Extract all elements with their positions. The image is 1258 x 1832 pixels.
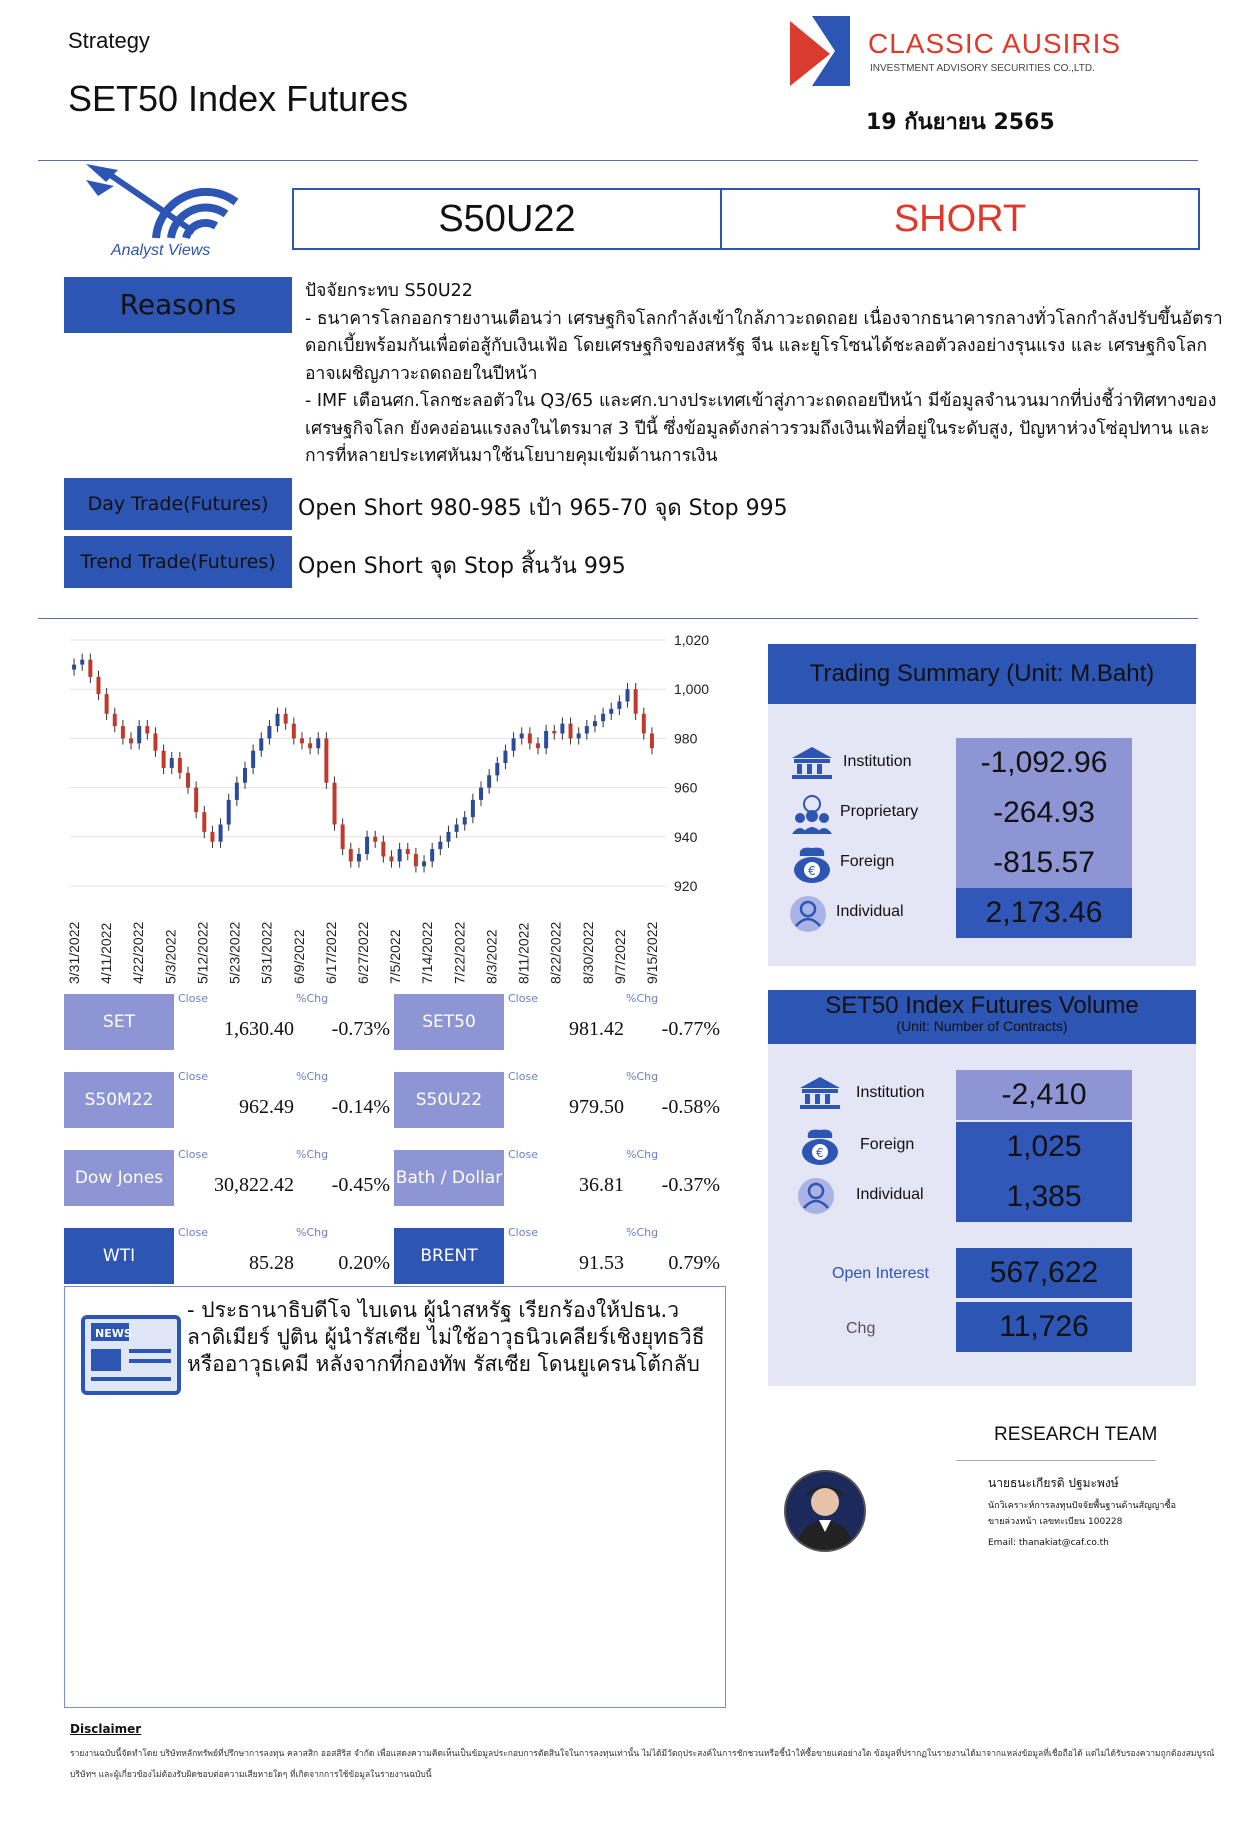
index-chg: -0.77% <box>661 1018 720 1040</box>
disclaimer-label: Disclaimer <box>70 1722 142 1736</box>
y-tick-label: 1,020 <box>674 632 710 648</box>
volume-label: Institution <box>856 1084 925 1101</box>
research-divider <box>956 1460 1156 1461</box>
signal-position: SHORT <box>893 198 1027 240</box>
index-name: BRENT <box>394 1228 504 1284</box>
volume-subtitle: (Unit: Number of Contracts) <box>896 1018 1068 1034</box>
chg-caption: %Chg <box>626 1148 659 1161</box>
candle-body <box>162 751 166 768</box>
oi-chg-label: Chg <box>846 1320 876 1337</box>
candle-body <box>308 743 312 748</box>
reasons-body <box>305 278 1223 471</box>
candle-body <box>276 714 280 726</box>
individual-icon <box>796 1176 836 1216</box>
company-logo <box>790 16 1170 86</box>
index-chg: -0.45% <box>331 1174 390 1196</box>
row-icon <box>796 1126 844 1170</box>
header-divider <box>38 160 1198 161</box>
reasons-label: Reasons <box>64 277 292 333</box>
candle-body <box>153 733 157 750</box>
index-name: Dow Jones <box>64 1150 174 1206</box>
y-tick-label: 920 <box>674 878 698 894</box>
candle-body <box>609 709 613 714</box>
index-card <box>394 994 724 1050</box>
index-close: 979.50 <box>569 1096 624 1118</box>
reasons-heading: ปัจจัยกระทบ S50U22 <box>305 281 473 301</box>
candle-body <box>585 726 589 733</box>
y-tick-label: 960 <box>674 779 698 796</box>
oi-chg-value: 11,726 <box>956 1302 1132 1352</box>
volume-label: Foreign <box>860 1136 915 1153</box>
chg-caption: %Chg <box>626 1226 659 1239</box>
index-close: 36.81 <box>579 1174 624 1196</box>
candle-body <box>341 825 345 850</box>
row-icon <box>788 894 828 938</box>
candle-body <box>178 758 182 773</box>
reasons-point-1: - ธนาคารโลกออกรายงานเตือนว่า เศรษฐกิจโลกกำลังเข้าใกล้ภาวะถดถอย เนื่องจากธนาคารกลางทั่วโลกกำลังปรับขึ้นอัตราดอกเบี้ยพร้อมกันเพื่อต่อสู้กับเงินเฟ้อ โดยเศรษฐกิจของสหรัฐ จีน และยูโรโซนได้ชะลอตัวลงอย่างรุนแรง และ เศรษฐกิจโลก อาจเผชิญภาวะถดถอยในปีหน้า <box>305 308 1223 384</box>
x-tick-label: 5/31/2022 <box>258 921 275 984</box>
x-tick-label: 3/31/2022 <box>66 921 82 984</box>
index-close: 1,630.40 <box>224 1018 294 1040</box>
index-name: S50M22 <box>64 1072 174 1128</box>
candle-body <box>333 783 337 825</box>
candle-body <box>357 854 361 861</box>
candle-body <box>267 726 271 738</box>
individual-icon <box>788 894 828 934</box>
y-tick-label: 980 <box>674 730 698 747</box>
candle-body <box>471 800 475 817</box>
x-tick-label: 9/7/2022 <box>611 929 628 984</box>
analyst-photo-icon <box>786 1472 864 1550</box>
section-label: Strategy <box>68 28 150 53</box>
foreign-money-icon <box>796 1126 844 1166</box>
x-tick-label: 5/23/2022 <box>226 921 243 984</box>
x-tick-label: 5/12/2022 <box>194 921 211 984</box>
candle-body <box>414 854 418 866</box>
index-close: 962.49 <box>239 1096 294 1118</box>
index-card <box>64 1072 394 1128</box>
candle-body <box>145 726 149 733</box>
candle-body <box>251 751 255 768</box>
index-chg: 0.20% <box>338 1252 390 1274</box>
candle-body <box>634 689 638 714</box>
volume-title-bar <box>768 990 1196 1044</box>
proprietary-icon <box>788 794 836 834</box>
trading-summary-title: Trading Summary (Unit: M.Baht) <box>768 644 1196 704</box>
summary-label: Individual <box>836 903 904 920</box>
summary-value: -1,092.96 <box>956 738 1132 788</box>
analyst-views-label: Analyst Views <box>111 242 211 259</box>
x-tick-label: 6/27/2022 <box>355 921 371 984</box>
brand-subtitle: INVESTMENT ADVISORY SECURITIES CO.,LTD. <box>870 63 1095 74</box>
signal-symbol: S50U22 <box>294 190 722 248</box>
summary-value: -264.93 <box>956 788 1132 838</box>
trend-trade-text: Open Short จุด Stop สิ้นวัน 995 <box>298 554 626 579</box>
close-caption: Close <box>178 992 208 1005</box>
close-caption: Close <box>178 1148 208 1161</box>
index-name: SET <box>64 994 174 1050</box>
candle-body <box>105 694 109 714</box>
index-chg: 0.79% <box>668 1252 720 1274</box>
x-tick-label: 4/22/2022 <box>130 921 147 984</box>
x-tick-label: 7/14/2022 <box>419 921 436 984</box>
candle-body <box>593 721 597 726</box>
index-chg: -0.73% <box>331 1018 390 1040</box>
target-icon <box>76 162 246 252</box>
row-icon <box>796 1074 844 1114</box>
candle-body <box>438 842 442 849</box>
candle-body <box>560 724 564 734</box>
x-tick-label: 8/11/2022 <box>515 922 532 984</box>
disclaimer-text: รายงานฉบับนี้จัดทำโดย บริษัทหลักทรัพย์ที่ปรึกษาการลงทุน คลาสสิก ออสสิริส จำกัด เพื่อแสดงความคิดเห็นเป็นข้อมูลประกอบการตัดสินใจในการลงทุนเท่านั้น ไม่ได้มีวัตถุประสงค์ในการชักชวนหรือชี้นำให้ซื้อขายแต่อย่างใด ข้อมูลที่ปรากฏในรายงานได้มาจากแหล่งข้อมูลที่เชื่อถือได้ แต่ไม่ได้รับรองความถูกต้องสมบูรณ์ บริษัทฯ และผู้เกี่ยวข้องไม่ต้องรับผิดชอบต่อความเสียหายใดๆ ที่เกิดจากการใช้ข้อมูลในรายงานฉบับนี้ <box>70 1749 1215 1780</box>
institution-icon <box>796 1074 844 1110</box>
candle-body <box>316 738 320 748</box>
open-interest-value: 567,622 <box>956 1248 1132 1298</box>
x-tick-label: 9/15/2022 <box>644 921 660 984</box>
volume-value: 1,385 <box>956 1172 1132 1222</box>
x-tick-label: 4/11/2022 <box>98 922 115 984</box>
candle-body <box>300 738 304 743</box>
candle-body <box>487 775 491 787</box>
chg-caption: %Chg <box>296 1070 329 1083</box>
close-caption: Close <box>178 1070 208 1083</box>
candle-body <box>243 768 247 783</box>
candle-body <box>292 724 296 739</box>
candle-body <box>455 825 459 832</box>
volume-value: 1,025 <box>956 1122 1132 1172</box>
x-tick-label: 7/5/2022 <box>387 929 404 984</box>
news-icon-label: NEWS <box>95 1327 132 1340</box>
x-tick-label: 8/22/2022 <box>547 921 564 984</box>
close-caption: Close <box>508 1070 538 1083</box>
research-team-title: RESEARCH TEAM <box>994 1424 1158 1445</box>
volume-label: Individual <box>856 1186 924 1203</box>
summary-label: Institution <box>843 753 912 770</box>
candle-body <box>479 788 483 800</box>
candle-body <box>626 689 630 701</box>
candle-body <box>186 773 190 788</box>
candle-body <box>617 702 621 709</box>
candle-body <box>373 837 377 842</box>
index-name: SET50 <box>394 994 504 1050</box>
candle-body <box>365 837 369 854</box>
index-name: S50U22 <box>394 1072 504 1128</box>
candle-body <box>642 714 646 734</box>
set50-candlestick-chart <box>60 628 760 988</box>
index-card <box>64 994 394 1050</box>
row-icon <box>788 844 836 888</box>
candle-body <box>121 726 125 738</box>
candle-body <box>284 714 288 724</box>
news-box <box>64 1286 726 1708</box>
analyst-name: นายธนะเกียรติ ปฐมะพงษ์ <box>988 1476 1119 1490</box>
x-tick-label: 7/22/2022 <box>451 921 468 984</box>
open-interest-label: Open Interest <box>832 1265 929 1282</box>
index-close: 30,822.42 <box>214 1174 294 1196</box>
candle-body <box>219 825 223 842</box>
candle-body <box>210 832 214 842</box>
news-text: - ประธานาธิบดีโจ ไบเดน ผู้นำสหรัฐ เรียกร้องให้ปธน.วลาดิเมียร์ ปูติน ผู้นำรัสเซีย ไม่ใช้อาวุธนิวเคลียร์เชิงยุทธวิธีหรืออาวุธเคมี หลังจากที่กองทัพ รัสเซีย โดนยูเครนโต้กลับ <box>187 1298 705 1376</box>
candle-body <box>512 738 516 750</box>
svg-text:€: € <box>808 864 816 878</box>
candle-body <box>72 665 76 670</box>
chg-caption: %Chg <box>296 992 329 1005</box>
foreign-money-icon <box>788 844 836 884</box>
candle-body <box>227 800 231 825</box>
x-tick-label: 6/9/2022 <box>290 929 307 984</box>
candle-body <box>503 751 507 763</box>
y-tick-label: 940 <box>674 828 698 845</box>
close-caption: Close <box>508 1148 538 1161</box>
candle-body <box>194 788 198 813</box>
index-card <box>394 1150 724 1206</box>
candle-body <box>80 660 84 665</box>
logo-mark-icon <box>790 16 860 86</box>
candle-body <box>381 842 385 857</box>
analyst-role: นักวิเคราะห์การลงทุนปัจจัยพื้นฐานด้านสัญญาซื้อขายล่วงหน้า เลขทะเบียน 100228 <box>988 1501 1176 1527</box>
analyst-avatar <box>784 1470 866 1552</box>
brand-name: CLASSIC AUSIRIS <box>868 28 1122 59</box>
index-chg: -0.37% <box>661 1174 720 1196</box>
x-tick-label: 5/3/2022 <box>162 929 179 984</box>
index-name: Bath / Dollar <box>394 1150 504 1206</box>
page-title: SET50 Index Futures <box>68 78 409 119</box>
candle-body <box>113 714 117 726</box>
close-caption: Close <box>508 992 538 1005</box>
row-icon <box>788 794 836 838</box>
chg-caption: %Chg <box>296 1148 329 1161</box>
candle-body <box>577 733 581 738</box>
analyst-email: Email: thanakiat@caf.co.th <box>988 1538 1109 1548</box>
candle-body <box>544 731 548 748</box>
close-caption: Close <box>178 1226 208 1239</box>
row-icon <box>796 1176 836 1220</box>
report-date: 19 กันยายน 2565 <box>866 110 1055 135</box>
candle-body <box>88 660 92 677</box>
index-close: 85.28 <box>249 1252 294 1274</box>
candle-body <box>601 714 605 721</box>
svg-text:€: € <box>816 1146 824 1160</box>
candle-body <box>349 849 353 861</box>
chg-caption: %Chg <box>626 992 659 1005</box>
candle-body <box>170 758 174 768</box>
x-tick-label: 6/17/2022 <box>322 921 339 984</box>
institution-icon <box>788 744 836 780</box>
index-card <box>64 1150 394 1206</box>
candle-body <box>422 861 426 866</box>
candle-body <box>528 733 532 743</box>
volume-value: -2,410 <box>956 1070 1132 1120</box>
summary-value: -815.57 <box>956 838 1132 888</box>
candle-body <box>430 849 434 861</box>
chg-caption: %Chg <box>626 1070 659 1083</box>
index-close: 981.42 <box>569 1018 624 1040</box>
candle-body <box>389 856 393 861</box>
trend-trade-label: Trend Trade(Futures) <box>64 536 292 588</box>
candle-body <box>202 812 206 832</box>
candle-body <box>650 733 654 748</box>
candle-body <box>259 738 263 750</box>
candle-body <box>137 726 141 743</box>
x-tick-label: 8/30/2022 <box>579 921 596 984</box>
candle-body <box>235 783 239 800</box>
index-chg: -0.58% <box>661 1096 720 1118</box>
index-chg: -0.14% <box>331 1096 390 1118</box>
index-card <box>64 1228 394 1284</box>
candle-body <box>552 731 556 733</box>
news-icon <box>77 1309 187 1399</box>
summary-label: Foreign <box>840 853 895 870</box>
candle-body <box>406 849 410 854</box>
index-name: WTI <box>64 1228 174 1284</box>
index-card <box>394 1228 724 1284</box>
row-icon <box>788 744 836 784</box>
candle-body <box>495 763 499 775</box>
candle-body <box>96 677 100 694</box>
candle-body <box>446 832 450 842</box>
index-close: 91.53 <box>579 1252 624 1274</box>
candle-body <box>324 738 328 782</box>
day-trade-text: Open Short 980-985 เป้า 965-70 จุด Stop 995 <box>298 496 788 521</box>
volume-title: SET50 Index Futures Volume <box>825 992 1139 1019</box>
candle-body <box>129 738 133 743</box>
candle-body <box>463 817 467 824</box>
signal-box <box>292 188 1200 250</box>
reasons-point-2: - IMF เตือนศก.โลกชะลอตัวใน Q3/65 และศก.บางประเทศเข้าสู่ภาวะถดถอยปีหน้า มีข้อมูลจำนวนมากที่บ่งชี้ว่าทิศทางของ เศรษฐกิจโลก ยังคงอ่อนแรงลงในไตรมาส 3 ปีนี้ ซึ่งข้อมูลดังกล่าวรวมถึงเงินเฟ้อที่อยู่ในระดับสูง, ปัญหาห่วงโซ่อุปทาน และการที่หลายประเทศหันมาใช้นโยบายคุมเข้มด้านการเงิน <box>305 391 1217 466</box>
chg-caption: %Chg <box>296 1226 329 1239</box>
close-caption: Close <box>508 1226 538 1239</box>
index-card <box>394 1072 724 1128</box>
summary-label: Proprietary <box>840 803 919 820</box>
section-divider <box>38 618 1198 619</box>
candle-body <box>569 724 573 739</box>
candle-body <box>520 733 524 738</box>
y-tick-label: 1,000 <box>674 681 710 698</box>
x-tick-label: 8/3/2022 <box>483 929 500 984</box>
candle-body <box>398 849 402 861</box>
analyst-views-badge <box>76 162 246 262</box>
summary-value: 2,173.46 <box>956 888 1132 938</box>
candle-body <box>536 743 540 748</box>
day-trade-label: Day Trade(Futures) <box>64 478 292 530</box>
